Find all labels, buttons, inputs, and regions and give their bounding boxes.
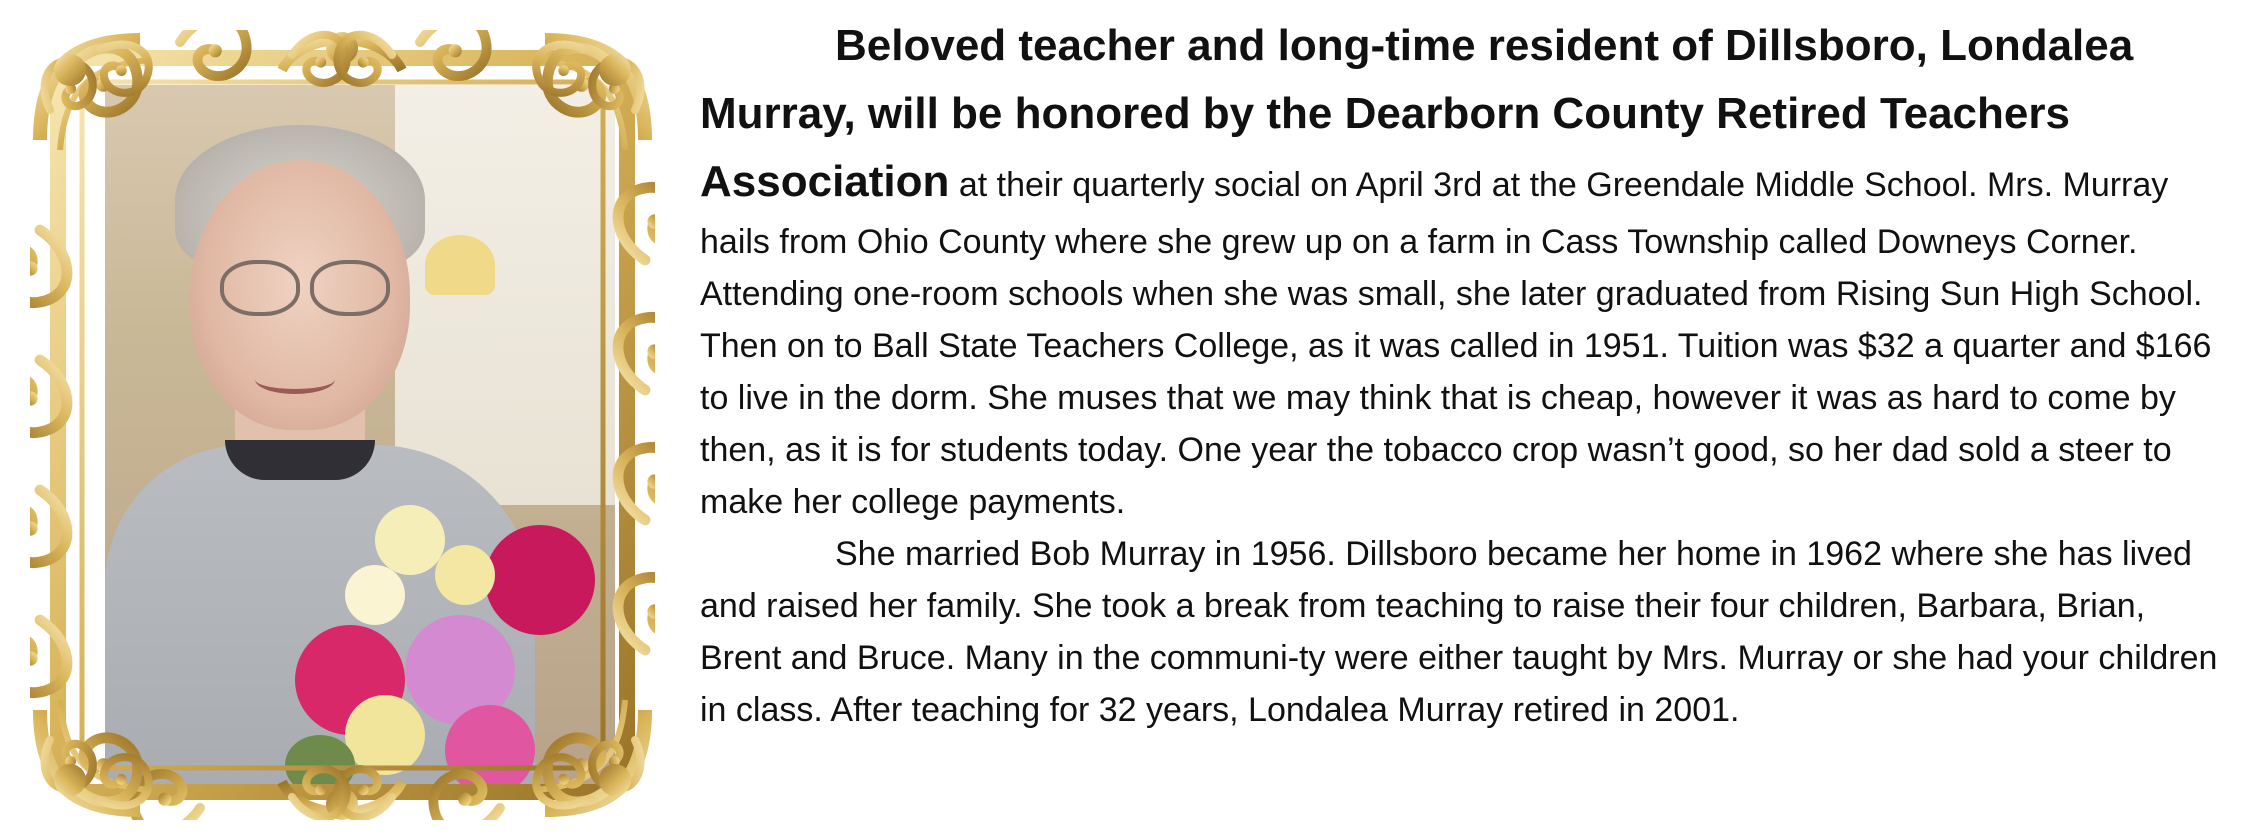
ornate-gold-frame-icon [30,30,655,820]
article-paragraph-1-body: at their quarterly social on April 3rd at the Greendale Middle School. Mrs. Murray hails from Ohio County where she grew up on a farm in Cass Township called Downeys Corner. Attending one-room schools when she was small, she later graduated from Rising Sun High School. Then on to Ball State Teachers College, as it was called in 1951. Tuition was $32 a quarter and $166 to live in the dorm. She muses that we may think that is cheap, however it was as hard to come by then, as it is for students today. One year the tobacco crop wasn’t good, so her dad sold a steer to make her college payments. [700,166,2212,521]
article-text [700,12,2230,832]
photo-block [30,30,655,820]
article-paragraph-1 [700,12,2230,528]
article-paragraph-2: She married Bob Murray in 1956. Dillsboro became her home in 1962 where she has lived and raised her family. She took a break from teaching to raise their four children, Barbara, Brian, Brent and Bruce. Many in the communi-ty were either taught by Mrs. Murray or she had your children in class. After teaching for 32 years, Londalea Murray retired in 2001. [700,535,2218,729]
article-headline: Beloved teacher and long-time resident of Dillsboro, Londalea Murray, will be honored by the Dearborn County Retired Teachers Association [700,21,2134,206]
